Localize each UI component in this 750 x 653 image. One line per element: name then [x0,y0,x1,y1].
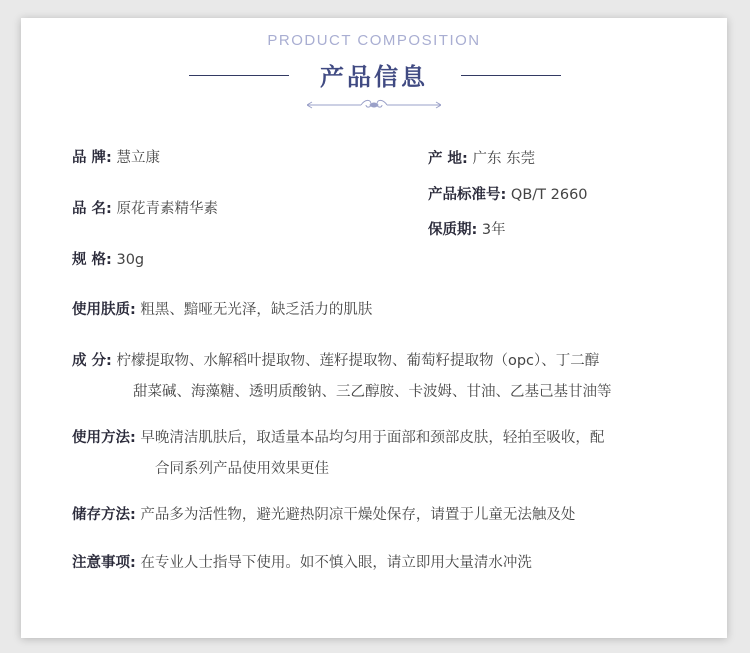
spec-value: 30g [116,252,145,268]
notice-row [72,553,532,573]
product-name-value: 原花青素精华素 [116,201,218,217]
storage-row [72,505,575,525]
ingredients-line-1: 柠檬提取物、水解稻叶提取物、莲籽提取物、葡萄籽提取物（opc）、丁二醇 [116,353,600,369]
ingredients-label: 成 分: [72,353,112,369]
page-title: 产品信息 [320,63,428,91]
ingredients-row [72,351,599,371]
title-rule-right [461,75,561,76]
ingredients-line-2: 甜菜碱、海藻糖、透明质酸钠、三乙醇胺、卡波姆、甘油、乙基己基甘油等 [133,384,612,400]
standard-label: 产品标准号: [428,187,507,203]
skin-type-label: 使用肤质: [72,302,136,318]
usage-label: 使用方法: [72,430,136,446]
origin-value: 广东 东莞 [472,151,536,167]
origin-label: 产 地: [428,151,468,167]
usage-line-2: 合同系列产品使用效果更佳 [155,461,329,477]
product-name-row [72,199,218,219]
shelf-life-row [428,220,506,240]
decorative-flourish-icon [307,98,441,112]
notice-label: 注意事项: [72,555,136,571]
skin-type-value: 粗黑、黯哑无光泽，缺乏活力的肌肤 [140,302,373,318]
storage-label: 储存方法: [72,507,136,523]
standard-value: QB/T 2660 [510,187,588,203]
spec-row [72,250,144,270]
brand-row [72,148,160,168]
brand-value: 慧立康 [116,150,160,166]
usage-row [72,428,604,448]
spec-label: 规 格: [72,252,112,268]
standard-row [428,185,588,205]
origin-row [428,149,535,169]
english-title: PRODUCT COMPOSITION [267,32,481,49]
brand-label: 品 牌: [72,150,112,166]
shelf-life-value: 3年 [481,222,506,238]
product-info-card [21,18,727,638]
notice-value: 在专业人士指导下使用。如不慎入眼，请立即用大量清水冲洗 [140,555,532,571]
product-name-label: 品 名: [72,201,112,217]
usage-line-1: 早晚清洁肌肤后，取适量本品均匀用于面部和颈部皮肤，轻拍至吸收，配 [140,430,605,446]
skin-type-row [72,300,372,320]
storage-value: 产品多为活性物，避光避热阴凉干燥处保存，请置于儿童无法触及处 [140,507,576,523]
shelf-life-label: 保质期: [428,222,478,238]
